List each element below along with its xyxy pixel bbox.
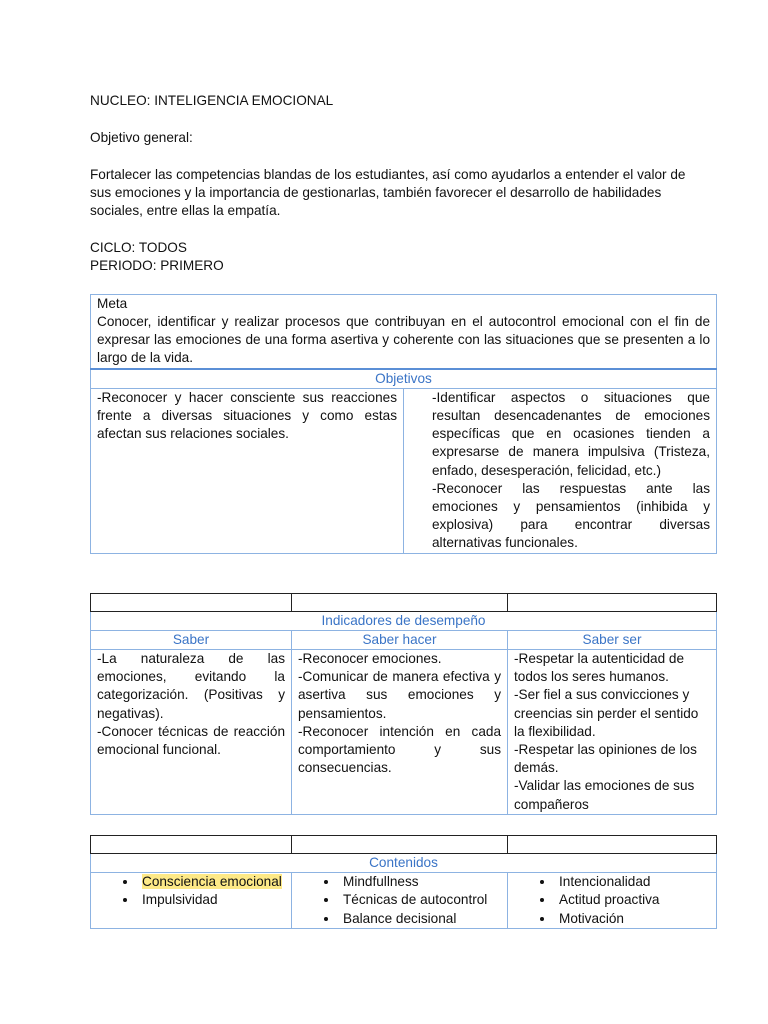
col-saber-hacer: Saber hacer: [292, 630, 508, 649]
periodo-line: PERIODO: PRIMERO: [90, 258, 224, 273]
indicadores-header: Indicadores de desempeño: [91, 611, 717, 630]
objetivo-right: [404, 388, 717, 553]
saber-hacer-cell: [292, 650, 508, 815]
contenidos-col1: [91, 873, 292, 929]
saber-hacer-2: -Comunicar de manera efectiva y asertiva sus emociones y pensamientos.: [298, 669, 501, 721]
highlighted-item: Consciencia emocional: [142, 874, 282, 890]
objetivo-left: [91, 388, 404, 553]
objetivo-left-text: -Reconocer y hacer consciente sus reacciones frente a diversas situaciones y como estas afectan sus relaciones sociales.: [97, 389, 397, 442]
col-saber-ser: Saber ser: [508, 630, 717, 649]
list-item: • Motivación: [555, 910, 710, 928]
objetivo-right-1: -Identificar aspectos o situaciones que resultan desencadenantes de emociones específicas que en ocasiones tienden a expresarse de manera impulsiva (Tristeza, enfado, desesperación, felicidad, etc.): [432, 389, 710, 478]
saber-ser-2: -Ser fiel a sus convicciones y creencias sin perder el sentido la flexibilidad.: [514, 687, 699, 739]
nucleo-title: NUCLEO: INTELIGENCIA EMOCIONAL: [90, 93, 334, 108]
list-item: • Mindfullness: [339, 873, 501, 891]
contenidos-list-1: [117, 873, 285, 910]
indicadores-table: [90, 593, 717, 815]
contenidos-list-3: [534, 873, 710, 928]
objetivo-general-label: Objetivo general:: [90, 130, 193, 145]
contenidos-col2: [292, 873, 508, 929]
contenidos-table: [90, 835, 717, 929]
list-item: • Impulsividad: [138, 891, 285, 909]
contenidos-col3: [508, 873, 717, 929]
saber-ser-1: -Respetar la autenticidad de todos los seres humanos.: [514, 651, 685, 685]
saber-2: -Conocer técnicas de reacción emocional funcional.: [97, 723, 285, 758]
objetivo-general-text: Fortalecer las competencias blandas de los estudiantes, así como ayudarlos a entender el valor de sus emociones y la importancia de gestionarlas, también favorecer el desarrollo de habilidades sociales, entre ellas la empatía.: [90, 167, 686, 218]
saber-hacer-3: -Reconocer intención en cada comportamiento y sus consecuencias.: [298, 723, 501, 776]
objetivo-right-2: -Reconocer las respuestas ante las emociones y pensamientos (inhibida y explosiva) para encontrar diversas alternativas funcionales.: [432, 480, 710, 551]
meta-title: Meta: [97, 296, 128, 311]
contenidos-list-2: [318, 873, 501, 928]
ciclo-line: CICLO: TODOS: [90, 240, 187, 255]
saber-ser-cell: [508, 650, 717, 815]
saber-hacer-1: -Reconocer emociones.: [298, 651, 442, 667]
saber-ser-4: -Validar las emociones de sus compañeros: [514, 778, 695, 812]
col-saber: Saber: [91, 630, 292, 649]
objetivos-header: Objetivos: [91, 369, 717, 389]
list-item: • Actitud proactiva: [555, 891, 710, 909]
meta-text: Conocer, identificar y realizar procesos que contribuyan en el autocontrol emocional con el fin de expresar las emociones de una forma asertiva y coherente con las situaciones que se presenten a lo largo de la vida.: [97, 314, 710, 366]
meta-table: [90, 294, 717, 554]
meta-cell: [91, 295, 717, 369]
blank-row: [91, 593, 717, 611]
blank-row: [91, 835, 717, 853]
contenidos-header: Contenidos: [91, 853, 717, 872]
saber-1: -La naturaleza de las emociones, evitando la categorización. (Positivas y negativas).: [97, 651, 285, 721]
saber-ser-3: -Respetar las opiniones de los demás.: [514, 742, 697, 776]
list-item: • Técnicas de autocontrol: [339, 891, 501, 909]
list-item: • Balance decisional: [339, 910, 501, 928]
list-item: • Intencionalidad: [555, 873, 710, 891]
saber-cell: [91, 650, 292, 815]
document-page: [90, 92, 716, 929]
list-item: [138, 873, 285, 891]
